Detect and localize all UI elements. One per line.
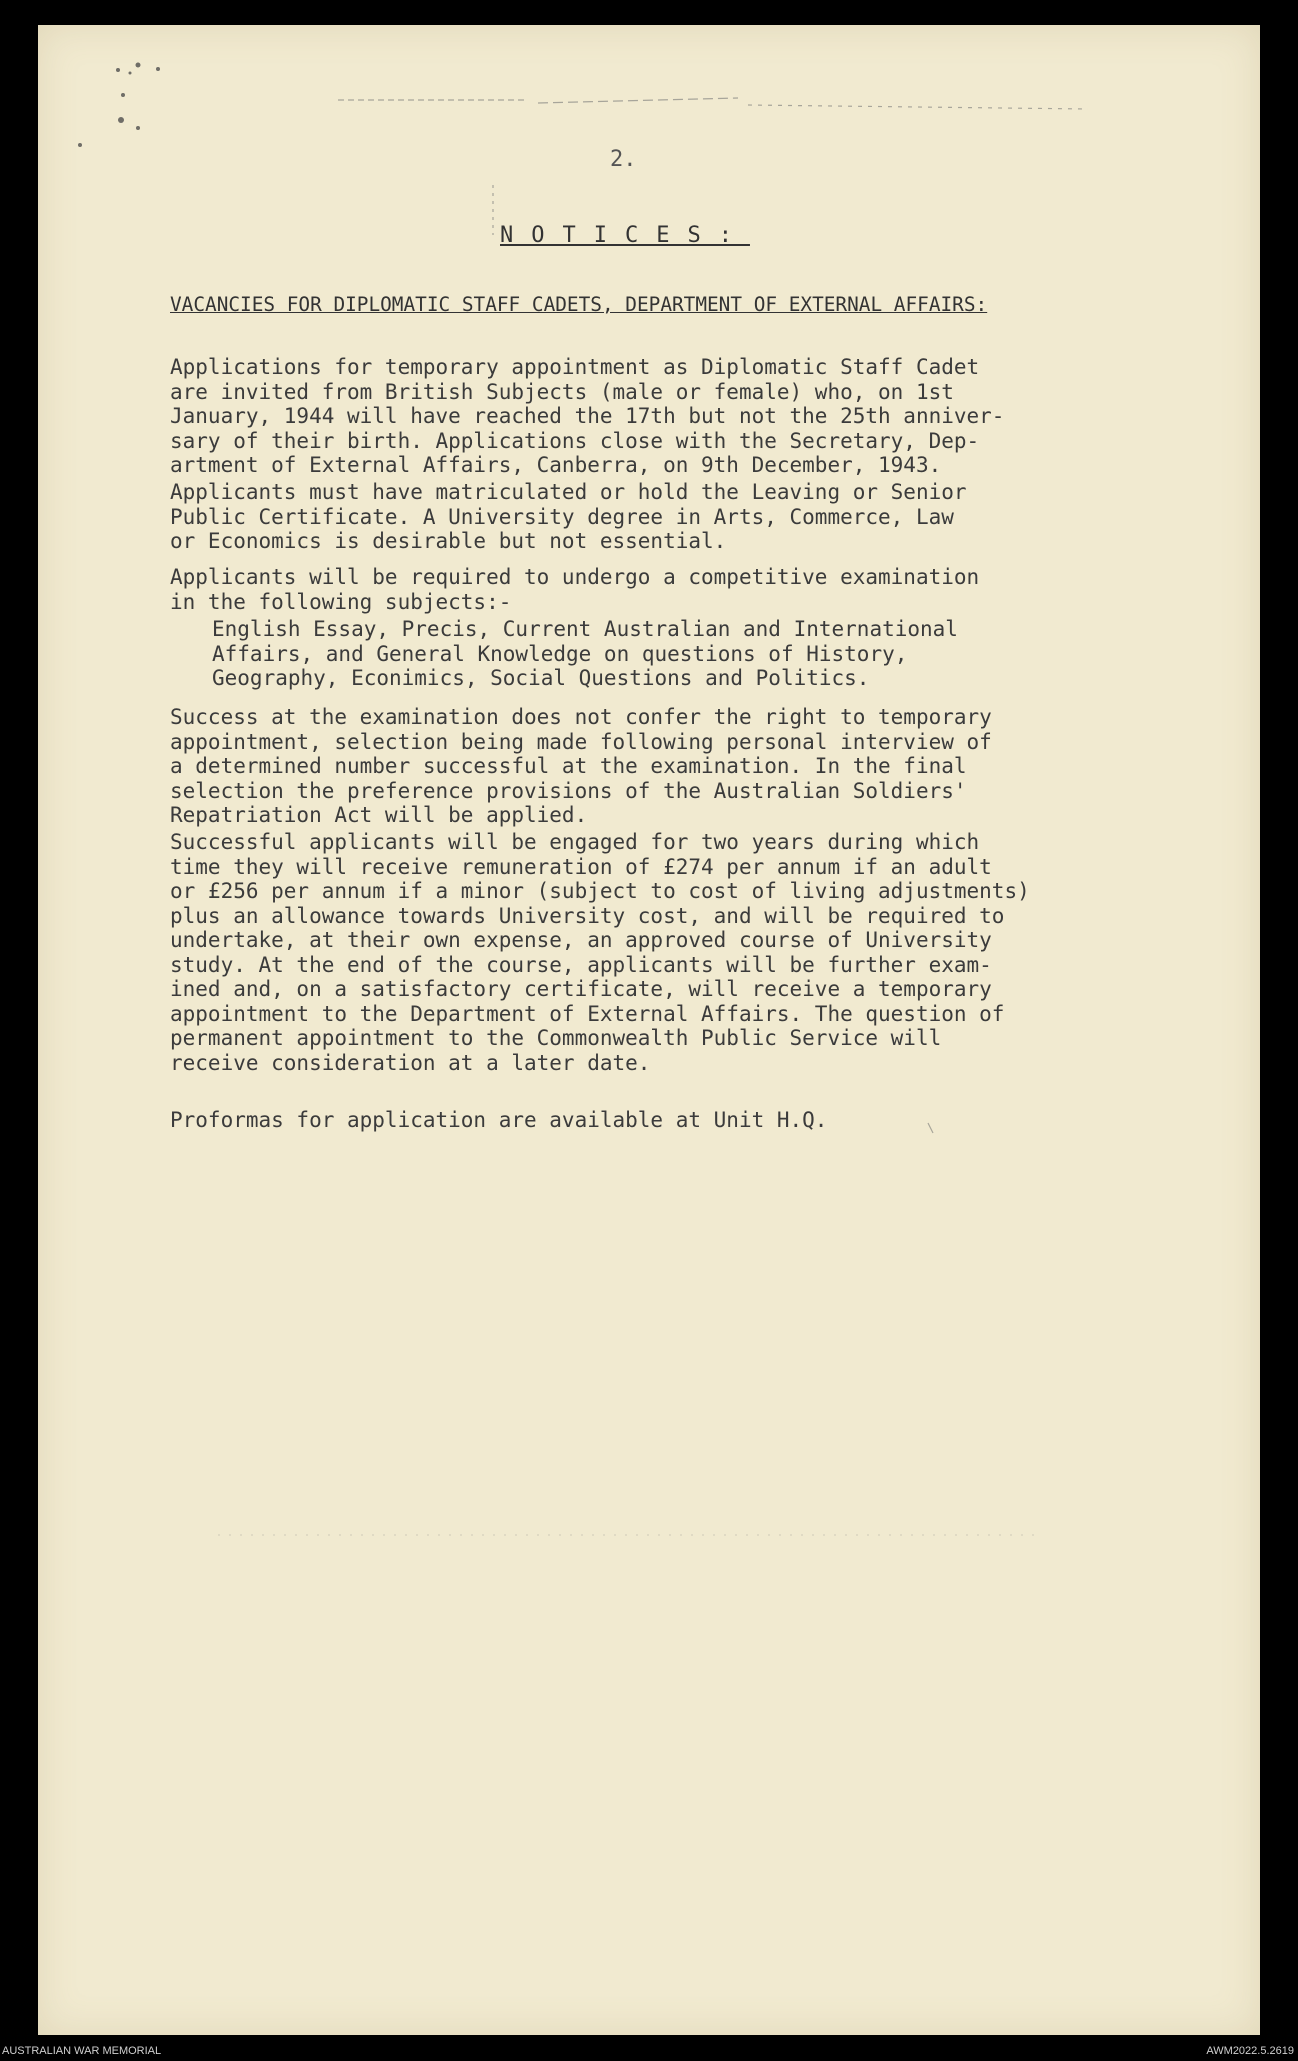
text-line: Repatriation Act will be applied.: [170, 803, 588, 827]
text-line: English Essay, Precis, Current Australian and International: [212, 617, 958, 641]
text-line: January, 1944 will have reached the 17th but not the 25th anniver-: [170, 404, 1005, 428]
text-line: Applicants will be required to undergo a competitive examination: [170, 565, 980, 589]
notices-heading: NOTICES:: [500, 223, 750, 248]
footer-archive-name: AUSTRALIAN WAR MEMORIAL: [2, 2045, 162, 2057]
text-line: study. At the end of the course, applicants will be further exam-: [170, 952, 992, 977]
paragraph-proformas: [170, 1108, 1210, 1133]
text-line: undertake, at their own expense, an approved course of University: [170, 928, 992, 952]
text-line: permanent appointment to the Commonwealth Public Service will: [170, 1026, 942, 1050]
paragraph-selection: [170, 705, 1210, 828]
document-title: VACANCIES FOR DIPLOMATIC STAFF CADETS, DEPARTMENT OF EXTERNAL AFFAIRS:: [170, 293, 988, 316]
paper-sheet: [38, 25, 1260, 2035]
text-line: appointment, selection being made following personal interview of: [170, 729, 992, 754]
text-line: appointment to the Department of External Affairs. The question of: [170, 1001, 1005, 1026]
text-line: or £256 per annum if a minor (subject to cost of living adjustments): [170, 879, 1030, 903]
paragraph-successful-applicants: [170, 830, 1210, 1075]
text-line: plus an allowance towards University cost, and will be required to: [170, 903, 1005, 928]
document: [38, 25, 1260, 2035]
text-line: are invited from British Subjects (male or female) who, on 1st: [170, 379, 954, 404]
paragraph-applications: [170, 355, 1210, 478]
text-line: Success at the examination does not confer the right to temporary: [170, 705, 992, 729]
text-line: ined and, on a satisfactory certificate, will receive a temporary: [170, 977, 992, 1001]
text-line: or Economics is desirable but not essential.: [170, 529, 727, 553]
text-line: time they will receive remuneration of £274 per annum if an adult: [170, 854, 992, 879]
text-line: a determined number successful at the examination. In the final: [170, 754, 967, 778]
text-line: receive consideration at a later date.: [170, 1050, 651, 1075]
text-line: Geography, Econimics, Social Questions and Politics.: [212, 666, 870, 690]
footer-archive-id: AWM2022.5.2619: [1206, 2045, 1294, 2057]
text-line: Proformas for application are available at Unit H.Q.: [170, 1108, 828, 1132]
text-line: Applications for temporary appointment as Diplomatic Staff Cadet: [170, 355, 980, 379]
text-line: Affairs, and General Knowledge on questions of History,: [212, 641, 908, 666]
text-line: Successful applicants will be engaged for two years during which: [170, 830, 980, 854]
paragraph-examination: [170, 565, 1210, 614]
text-line: Public Certificate. A University degree in Arts, Commerce, Law: [170, 504, 954, 529]
paragraph-requirements: [170, 480, 1210, 554]
text-line: sary of their birth. Applications close with the Secretary, Dep-: [170, 428, 980, 453]
text-line: Applicants must have matriculated or hold the Leaving or Senior: [170, 480, 967, 504]
page-number: 2.: [610, 147, 637, 172]
text-line: selection the preference provisions of the Australian Soldiers': [170, 778, 967, 803]
text-line: in the following subjects:-: [170, 589, 512, 614]
paragraph-subjects: [170, 617, 1210, 691]
text-line: artment of External Affairs, Canberra, on 9th December, 1943.: [170, 453, 942, 477]
